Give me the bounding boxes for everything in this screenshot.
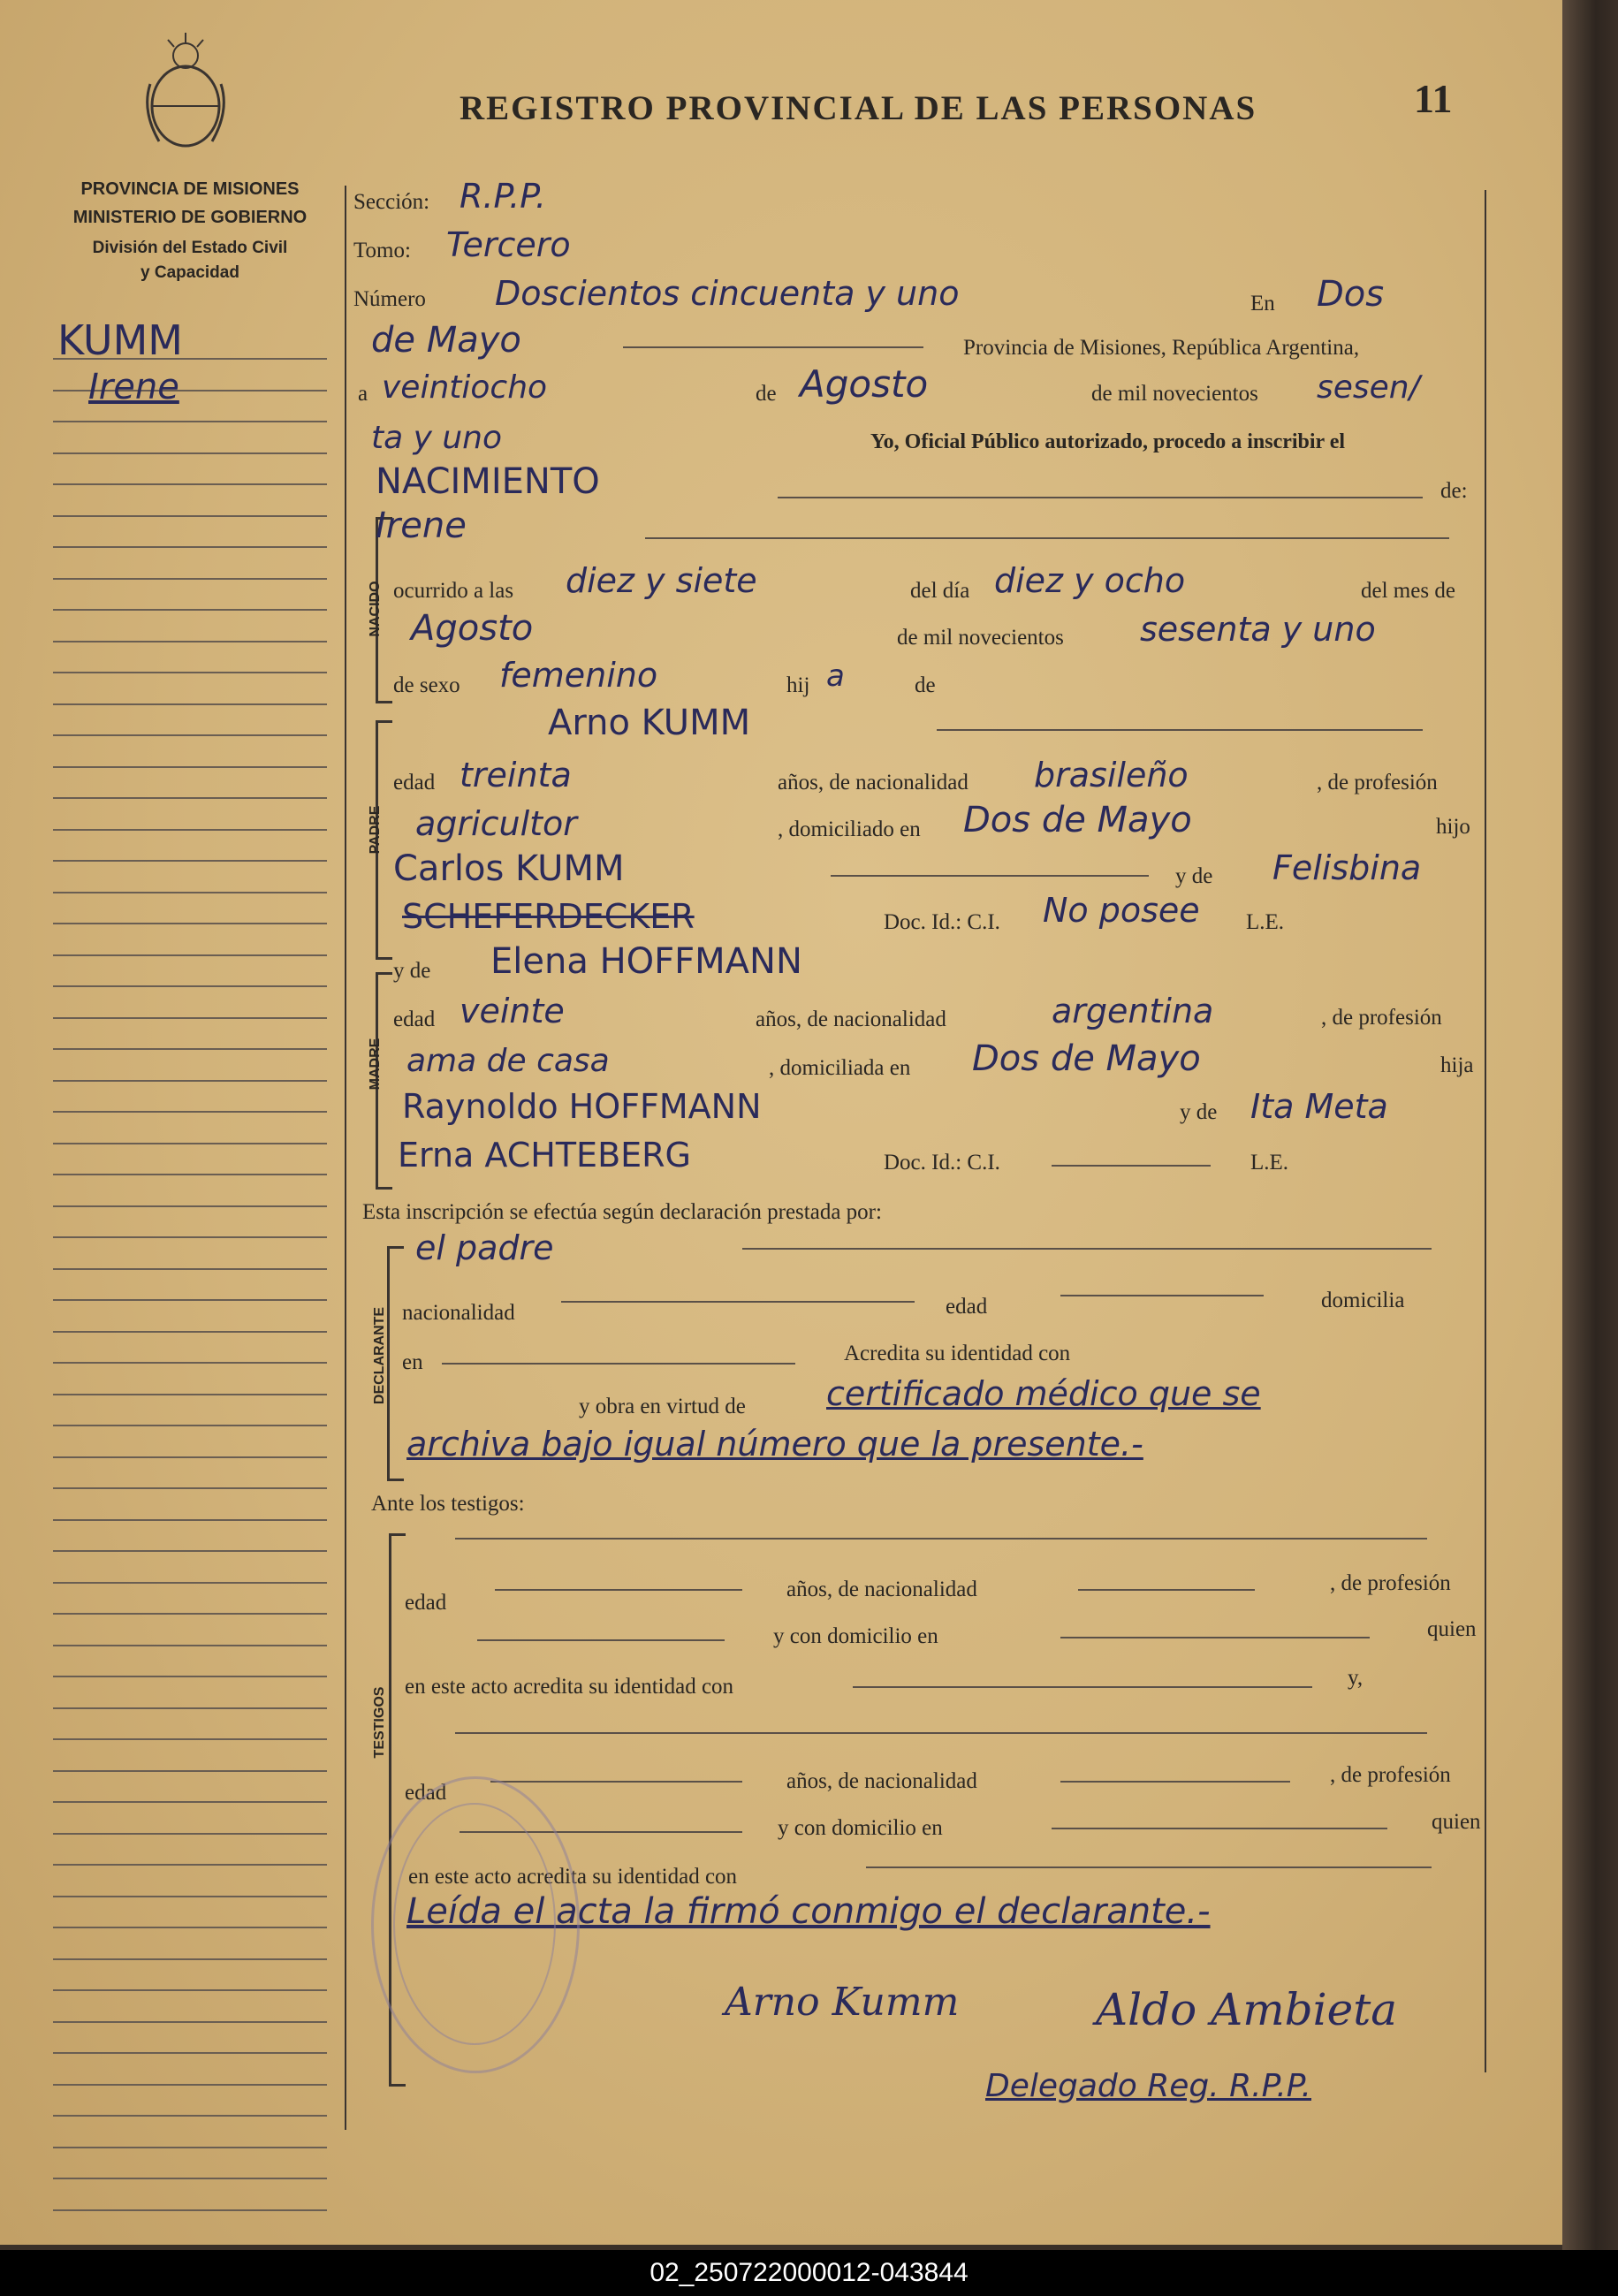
madre-domicilio-label: , domiciliada en — [769, 1056, 911, 1080]
testigo2-quien-label: quien — [1432, 1810, 1481, 1834]
sexo-value: femenino — [499, 656, 658, 695]
margin-rule-line — [53, 1268, 327, 1270]
numero-label: Número — [353, 287, 426, 311]
margin-rule-line — [53, 2084, 327, 2086]
margin-rule-line — [53, 829, 327, 831]
org-province: PROVINCIA DE MISIONES — [80, 179, 300, 199]
testigos-label: TESTIGOS — [372, 1686, 387, 1759]
margin-rule-line — [53, 954, 327, 956]
margin-rule-line — [53, 1738, 327, 1740]
padre-edad-label: edad — [393, 771, 436, 794]
obra-value-1: certificado médico que se — [826, 1374, 1261, 1413]
rule — [455, 1538, 1427, 1540]
testigo2-profesion-label: , de profesión — [1330, 1763, 1451, 1787]
margin-rule-line — [53, 1487, 327, 1489]
en-value-1: Dos — [1317, 274, 1385, 315]
org-ministry: MINISTERIO DE GOBIERNO — [72, 208, 308, 227]
padre-y-de-label: y de — [1175, 864, 1213, 888]
rule — [455, 1732, 1427, 1734]
rule — [937, 729, 1423, 731]
testigo2-nacionalidad-label: años, de nacionalidad — [786, 1769, 977, 1793]
margin-rule-line — [53, 1989, 327, 1991]
margin-given-name: Irene — [88, 367, 179, 407]
madre-label: MADRE — [368, 1038, 383, 1091]
margin-rule-line — [53, 1048, 327, 1050]
margin-rule-line — [53, 1770, 327, 1772]
margin-rule-line — [53, 452, 327, 454]
nacionalidad-label: nacionalidad — [402, 1301, 515, 1325]
padre-domicilio-label: , domiciliado en — [778, 817, 921, 841]
right-border — [1485, 190, 1486, 2072]
rule — [645, 537, 1449, 539]
org-division: División del Estado Civil — [92, 239, 288, 257]
padre-nacionalidad-label: años, de nacionalidad — [778, 771, 969, 794]
declarante-label: DECLARANTE — [372, 1306, 387, 1405]
ocurrido-label: ocurrido a las — [393, 579, 514, 603]
hij-label: hij — [786, 673, 810, 697]
tomo-value: Tercero — [446, 225, 571, 264]
margin-rule-line — [53, 2209, 327, 2211]
edad-label: edad — [946, 1295, 988, 1319]
rule — [477, 1639, 725, 1641]
margin-rule-line — [53, 1080, 327, 1082]
padre-label: PADRE — [368, 805, 383, 855]
madre-y-de-label: y de — [393, 959, 431, 983]
a-label: a — [358, 382, 368, 406]
rule — [1060, 1781, 1290, 1783]
acredita-label: Acredita su identidad con — [844, 1342, 1071, 1365]
madre-nacionalidad: argentina — [1052, 992, 1214, 1030]
register-title: REGISTRO PROVINCIAL DE LAS PERSONAS — [460, 89, 1257, 127]
signature-cargo: Delegado Reg. R.P.P. — [985, 2068, 1311, 2104]
mes-value: Agosto — [800, 362, 929, 406]
del-dia-label: del día — [910, 579, 970, 603]
margin-rule-line — [53, 1645, 327, 1646]
margin-rule-line — [53, 1456, 327, 1458]
en-label-2: en — [402, 1350, 423, 1374]
margin-rule-line — [53, 1801, 327, 1803]
book-binding — [1562, 0, 1618, 2250]
margin-rule-line — [53, 2178, 327, 2179]
mes-nac-value: Agosto — [411, 608, 534, 649]
madre-edad: veinte — [460, 992, 565, 1030]
rule — [742, 1248, 1432, 1250]
margin-rule-line — [53, 1676, 327, 1677]
padre-doc-label: Doc. Id.: C.I. — [884, 910, 1000, 934]
testigo1-edad-label: edad — [405, 1591, 447, 1615]
madre-profesion: ama de casa — [406, 1043, 610, 1079]
padre-madre-2: SCHEFERDECKER — [402, 897, 695, 936]
madre-nombre: Elena HOFFMANN — [490, 941, 802, 982]
page-number: 11 — [1414, 76, 1453, 121]
margin-rule-line — [53, 1362, 327, 1364]
dia-value: veintiocho — [382, 369, 548, 406]
margin-rule-line — [53, 923, 327, 924]
margin-rule-line — [53, 1613, 327, 1615]
margin-rule-line — [53, 1582, 327, 1584]
anio-nac-value: sesenta y uno — [1140, 610, 1376, 649]
anio-value-2: ta y uno — [371, 420, 503, 456]
margin-rule-line — [53, 766, 327, 768]
signature-declarante: Arno Kumm — [725, 1980, 960, 2025]
declarante-value: el padre — [415, 1228, 554, 1267]
testigo1-nacionalidad-label: años, de nacionalidad — [786, 1578, 977, 1601]
org-capacity: y Capacidad — [141, 263, 239, 282]
margin-rule-line — [53, 860, 327, 862]
rule — [1052, 1165, 1211, 1167]
padre-doc: No posee — [1043, 891, 1200, 930]
testigo1-profesion-label: , de profesión — [1330, 1571, 1451, 1595]
padre-profesion: agricultor — [415, 804, 577, 843]
margin-rule-line — [53, 1425, 327, 1426]
margin-rule-line — [53, 1394, 327, 1395]
rule — [495, 1589, 742, 1591]
margin-rule-line — [53, 546, 327, 548]
oficial-text: Yo, Oficial Público autorizado, procedo a inscribir el — [870, 430, 1346, 453]
hij-value: a — [826, 658, 845, 694]
padre-domicilio: Dos de Mayo — [963, 800, 1192, 840]
margin-rule-line — [53, 515, 327, 517]
madre-y-de-label: y de — [1180, 1100, 1218, 1124]
madre-le-label: L.E. — [1250, 1151, 1289, 1175]
mil-novecientos-label: de mil novecientos — [1091, 382, 1258, 406]
rule — [1060, 1637, 1370, 1638]
rule — [1052, 1828, 1387, 1829]
hora-value: diez y siete — [566, 561, 757, 600]
margin-rule-line — [53, 1205, 327, 1207]
rule — [853, 1686, 1312, 1688]
margin-rule-line — [53, 703, 327, 705]
de-colon: de: — [1440, 479, 1468, 503]
margin-rule-line — [53, 1143, 327, 1144]
testigo2-edad-label: edad — [405, 1781, 447, 1805]
margin-rule-line — [53, 985, 327, 987]
provincia-text: Provincia de Misiones, República Argentina, — [963, 336, 1360, 360]
margin-rule-line — [53, 1833, 327, 1835]
declaracion-text: Esta inscripción se efectúa según declaración prestada por: — [362, 1200, 882, 1224]
en-label: En — [1250, 292, 1275, 316]
nombre-value: Irene — [376, 506, 467, 546]
margin-rule-line — [53, 1707, 327, 1709]
margin-rule-line — [53, 1896, 327, 1897]
margin-rule-line — [53, 1017, 327, 1019]
rule — [831, 875, 1149, 877]
testigo2-acto-label: en este acto acredita su identidad con — [408, 1865, 738, 1889]
rule — [561, 1301, 915, 1303]
hija-label: hija — [1440, 1053, 1474, 1077]
padre-nombre: Arno KUMM — [548, 703, 751, 743]
margin-rule-line — [53, 1236, 327, 1238]
margin-rule-line — [53, 641, 327, 642]
margin-rule-line — [53, 578, 327, 580]
madre-madre-2: Erna ACHTEBERG — [398, 1136, 691, 1175]
padre-madre-1: Felisbina — [1272, 848, 1422, 887]
margin-rule-line — [53, 1331, 327, 1333]
obra-value-2: archiva bajo igual número que la presente.- — [406, 1425, 1143, 1464]
rule — [1060, 1295, 1264, 1296]
margin-rule-line — [53, 483, 327, 485]
testigo1-acto-label: en este acto acredita su identidad con — [405, 1675, 734, 1699]
acto-value: NACIMIENTO — [376, 461, 600, 502]
margin-rule-line — [53, 421, 327, 422]
margin-rule-line — [53, 1299, 327, 1301]
official-stamp-inner — [393, 1803, 556, 2045]
margin-rule-line — [53, 2147, 327, 2148]
testigo1-quien-label: quien — [1427, 1617, 1477, 1641]
de-label: de — [756, 382, 777, 406]
margin-rule-line — [53, 1864, 327, 1866]
rule — [490, 1781, 742, 1783]
de-label-2: de — [915, 673, 936, 697]
column-divider — [345, 186, 346, 2130]
rule — [623, 346, 923, 348]
dia-nac-value: diez y ocho — [994, 561, 1186, 600]
margin-rule-line — [53, 2021, 327, 2023]
margin-rule-line — [53, 2115, 327, 2117]
en-value-2: de Mayo — [371, 320, 521, 361]
margin-surname: KUMM — [57, 316, 183, 364]
madre-edad-label: edad — [393, 1007, 436, 1031]
numero-value: Doscientos cincuenta y uno — [495, 274, 960, 313]
signature-oficial: Aldo Ambieta — [1096, 1984, 1398, 2035]
padre-nacionalidad: brasileño — [1034, 756, 1189, 794]
coat-of-arms-emblem — [137, 31, 234, 155]
margin-rule-line — [53, 672, 327, 673]
margin-rule-line — [53, 734, 327, 736]
margin-rule-line — [53, 609, 327, 611]
margin-rule-line — [53, 1111, 327, 1113]
leida-value: Leída el acta la firmó conmigo el declarante.- — [406, 1891, 1211, 1932]
padre-profesion-label: , de profesión — [1317, 771, 1438, 794]
margin-rule-line — [53, 892, 327, 893]
domicilia-label: domicilia — [1321, 1289, 1405, 1312]
testigo1-y-label: y, — [1348, 1666, 1364, 1690]
margin-rule-line — [53, 797, 327, 799]
image-id-footer: 02_250722000012-043844 — [0, 2250, 1618, 2296]
hijo-label: hijo — [1436, 815, 1470, 839]
rule — [1078, 1589, 1255, 1591]
madre-profesion-label: , de profesión — [1321, 1006, 1442, 1030]
seccion-value: R.P.P. — [460, 177, 547, 216]
nacido-label: NACIDO — [368, 581, 383, 637]
rule — [866, 1866, 1432, 1868]
obra-label: y obra en virtud de — [579, 1395, 746, 1418]
madre-padre: Raynoldo HOFFMANN — [402, 1087, 762, 1126]
madre-madre-1: Ita Meta — [1250, 1087, 1388, 1126]
testigo2-domicilio-label: y con domicilio en — [778, 1816, 943, 1840]
margin-rule-line — [53, 1519, 327, 1521]
padre-le-label: L.E. — [1246, 910, 1285, 934]
sexo-label: de sexo — [393, 673, 460, 697]
margin-rule-line — [53, 1174, 327, 1175]
margin-rule-line — [53, 1927, 327, 1928]
margin-rule-line — [53, 1958, 327, 1960]
anio-value-1: sesen/ — [1317, 369, 1420, 406]
seccion-label: Sección: — [353, 190, 430, 214]
testigos-intro: Ante los testigos: — [371, 1492, 525, 1516]
madre-doc-label: Doc. Id.: C.I. — [884, 1151, 1000, 1175]
margin-rule-line — [53, 2052, 327, 2054]
rule — [778, 497, 1423, 498]
testigo1-domicilio-label: y con domicilio en — [773, 1624, 938, 1648]
padre-edad: treinta — [460, 756, 572, 794]
rule — [442, 1363, 795, 1365]
tomo-label: Tomo: — [353, 239, 411, 262]
del-mes-label: del mes de — [1361, 579, 1455, 603]
padre-padre: Carlos KUMM — [393, 848, 625, 889]
madre-nacionalidad-label: años, de nacionalidad — [756, 1007, 946, 1031]
de-mil-label: de mil novecientos — [897, 626, 1064, 650]
margin-rule-line — [53, 1550, 327, 1552]
madre-domicilio: Dos de Mayo — [972, 1038, 1201, 1079]
